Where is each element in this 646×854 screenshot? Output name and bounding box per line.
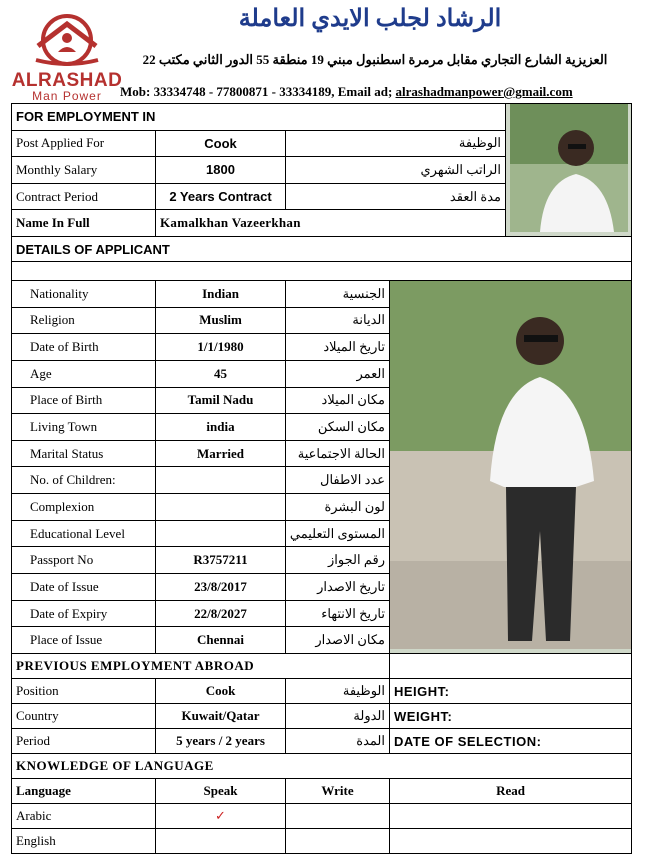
mobile-numbers: Mob: 33334748 - 77800871 - 33334189, Email ad; (120, 84, 396, 99)
field-label: Date of Expiry (12, 600, 156, 627)
company-title-arabic: الرشاد لجلب الايدي العاملة (238, 6, 502, 32)
field-label: Age (12, 360, 156, 387)
field-value: Muslim (156, 307, 286, 334)
language-row (12, 804, 632, 829)
field-label-arabic: مكان الميلاد (286, 387, 390, 414)
field-label: Period (12, 729, 156, 754)
field-label-arabic: العمر (286, 360, 390, 387)
language-name: English (12, 829, 156, 854)
name-value: Kamalkhan Vazeerkhan (156, 210, 506, 237)
column-header-write: Write (286, 779, 390, 804)
column-header-speak: Speak (156, 779, 286, 804)
field-label-arabic: لون البشرة (286, 494, 390, 521)
blank-row (12, 262, 632, 281)
previous-header-row (12, 654, 632, 679)
speak-cell (156, 829, 286, 854)
height-label: HEIGHT: (390, 679, 632, 704)
field-label: Place of Issue (12, 627, 156, 654)
field-label-arabic: تاريخ الانتهاء (286, 600, 390, 627)
field-value: Cook (156, 130, 286, 157)
field-label: Date of Birth (12, 334, 156, 361)
field-label: Position (12, 679, 156, 704)
section-language-title: KNOWLEDGE OF LANGUAGE (12, 754, 632, 779)
field-label-arabic: الدولة (286, 704, 390, 729)
column-header-read: Read (390, 779, 632, 804)
read-cell (390, 804, 632, 829)
email-link[interactable]: alrashadmanpower@gmail.com (395, 84, 573, 99)
field-label: Date of Issue (12, 574, 156, 601)
field-label: Marital Status (12, 440, 156, 467)
field-value: 5 years / 2 years (156, 729, 286, 754)
logo-icon (6, 8, 128, 70)
write-cell (286, 829, 390, 854)
field-value: 45 (156, 360, 286, 387)
contact-line (120, 84, 632, 100)
company-address-arabic: العزيزية الشارع التجاري مقابل مرمرة اسطنبول مبني 19 منطقة 55 الدور الثاني مكتب 22 (142, 52, 608, 67)
section-employment-title: FOR EMPLOYMENT IN (12, 104, 506, 131)
section-applicant-title: DETAILS OF APPLICANT (12, 237, 632, 262)
blank-cell (390, 654, 632, 679)
field-value: Married (156, 440, 286, 467)
field-label-arabic: عدد الاطفال (286, 467, 390, 494)
blank-cell (12, 262, 632, 281)
field-label-arabic: مدة العقد (286, 183, 506, 210)
previous-row (12, 679, 632, 704)
field-value: india (156, 414, 286, 441)
field-label: Post Applied For (12, 130, 156, 157)
field-label-arabic: الراتب الشهري (286, 157, 506, 184)
field-value: Kuwait/Qatar (156, 704, 286, 729)
field-label: Nationality (12, 281, 156, 308)
previous-row (12, 729, 632, 754)
field-label-arabic: مكان السكن (286, 414, 390, 441)
field-label-arabic: الديانة (286, 307, 390, 334)
person-full-body-icon (390, 281, 632, 649)
weight-label: WEIGHT: (390, 704, 632, 729)
logo-subtitle: Man Power (32, 89, 102, 103)
field-value: 2 Years Contract (156, 183, 286, 210)
field-value: Tamil Nadu (156, 387, 286, 414)
field-value (156, 467, 286, 494)
speak-check-icon: ✓ (156, 804, 286, 829)
field-label: Educational Level (12, 520, 156, 547)
applicant-row (12, 281, 632, 308)
field-label: Religion (12, 307, 156, 334)
field-label-arabic: الوظيفة (286, 130, 506, 157)
field-value: Indian (156, 281, 286, 308)
field-label-arabic: الجنسية (286, 281, 390, 308)
company-logo (6, 8, 128, 103)
language-row (12, 829, 632, 854)
field-value (156, 494, 286, 521)
field-label-arabic: تاريخ الاصدار (286, 574, 390, 601)
applicant-photo-large (390, 281, 632, 654)
column-header-language: Language (12, 779, 156, 804)
applicant-header-row (12, 237, 632, 262)
logo-brand: ALRASHAD (11, 70, 123, 91)
field-label-arabic: تاريخ الميلاد (286, 334, 390, 361)
section-previous-title: PREVIOUS EMPLOYMENT ABROAD (12, 654, 390, 679)
field-value: R3757211 (156, 547, 286, 574)
field-value: Cook (156, 679, 286, 704)
field-label: Monthly Salary (12, 157, 156, 184)
field-label-arabic: الوظيفة (286, 679, 390, 704)
name-label: Name In Full (12, 210, 156, 237)
field-value: 1/1/1980 (156, 334, 286, 361)
employment-header-row (12, 104, 632, 131)
previous-row (12, 704, 632, 729)
field-value: 23/8/2017 (156, 574, 286, 601)
field-label: No. of Children: (12, 467, 156, 494)
applicant-photo-small (506, 104, 632, 237)
field-label-arabic: الحالة الاجتماعية (286, 440, 390, 467)
person-portrait-icon (510, 104, 628, 232)
language-columns-row (12, 779, 632, 804)
field-label: Passport No (12, 547, 156, 574)
field-value (156, 520, 286, 547)
date-of-selection-label: DATE OF SELECTION: (390, 729, 632, 754)
language-name: Arabic (12, 804, 156, 829)
field-value: 22/8/2027 (156, 600, 286, 627)
field-label-arabic: مكان الاصدار (286, 627, 390, 654)
field-value: Chennai (156, 627, 286, 654)
field-label-arabic: رقم الجواز (286, 547, 390, 574)
write-cell (286, 804, 390, 829)
field-label: Country (12, 704, 156, 729)
field-value: 1800 (156, 157, 286, 184)
field-label-arabic: المدة (286, 729, 390, 754)
language-header-row (12, 754, 632, 779)
field-label: Living Town (12, 414, 156, 441)
field-label: Place of Birth (12, 387, 156, 414)
read-cell (390, 829, 632, 854)
field-label: Contract Period (12, 183, 156, 210)
application-form (11, 103, 632, 854)
field-label: Complexion (12, 494, 156, 521)
field-label-arabic: المستوى التعليمي (286, 520, 390, 547)
